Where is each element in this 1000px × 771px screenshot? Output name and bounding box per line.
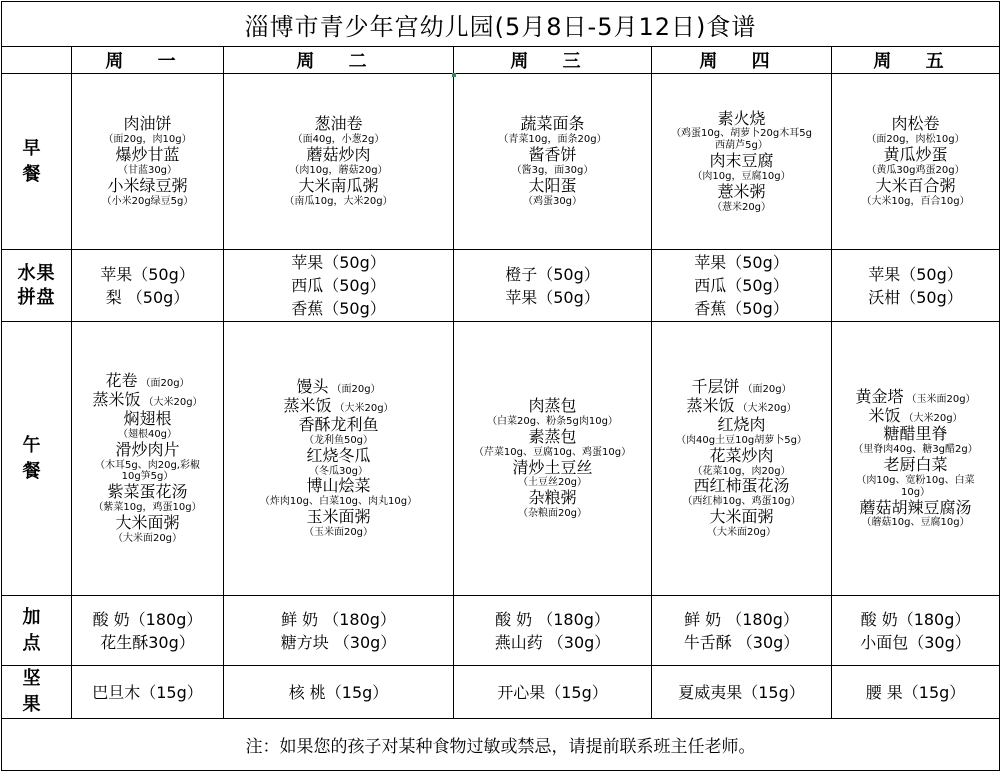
snack-cell-tue: [224, 596, 454, 666]
dish-name: [654, 152, 829, 171]
dish-name: [226, 477, 451, 496]
menu-item: 燕山药 （30g）: [494, 632, 611, 652]
dish-name: [74, 115, 221, 134]
ingredient-text: （花菜10g，肉20g）: [692, 465, 791, 477]
snack-cell-wed: [454, 596, 652, 666]
ingredient-text: （面20g，肉松10g）: [866, 134, 965, 146]
dish-name: [74, 177, 221, 196]
dish-name: [74, 483, 221, 502]
dish-text: 酱香饼: [528, 145, 577, 165]
dish-text: 大米面粥: [709, 507, 774, 527]
snack-cell-fri: [832, 596, 1000, 666]
day-header-tue: 周 二: [224, 47, 454, 74]
dish-name: [456, 115, 649, 134]
menu-item: 香蕉（50g）: [291, 299, 386, 318]
dish-text: 杂粮粥: [528, 488, 577, 508]
ingredient-text: （里脊肉40g、糖3g醋2g）: [853, 444, 978, 456]
dish-text: 玉米面粥: [306, 507, 371, 527]
dish-text: 爆炒甘蓝: [115, 145, 180, 165]
dish-text: 黄金塔: [855, 386, 904, 406]
dish-text: 素蒸包: [528, 426, 577, 446]
fruit-cell-fri: [832, 250, 1000, 322]
ingredient-text: （玉米面20g）: [303, 526, 374, 538]
dish-name: [654, 477, 829, 496]
ingredient-text: （白菜20g、粉条5g肉10g）: [487, 416, 618, 428]
dish-text: 肉油饼: [123, 114, 172, 134]
dish-text: 红烧冬瓜: [306, 445, 371, 465]
dish-text: 葱油卷: [314, 114, 363, 134]
snack-cell-thu: [652, 596, 832, 666]
ingredient-text: （木耳5g、肉20g,彩椒: [95, 459, 200, 471]
lunch-row: [2, 322, 1000, 596]
dish-name: [834, 499, 997, 518]
lunch-cell-wed: [454, 322, 652, 596]
breakfast-cell-wed: [454, 74, 652, 250]
dish-text: 蒸米饭: [283, 396, 332, 416]
dish-name: [834, 407, 997, 426]
menu-item: 梨 （50g）: [105, 287, 190, 307]
menu-item: 西瓜（50g）: [694, 276, 789, 295]
dish-text: 红烧肉: [717, 415, 766, 435]
dish-text: 肉末豆腐: [709, 151, 774, 171]
dish-ingredients-inline: （大米20g）: [334, 403, 394, 415]
ingredient-text: （肉40g土豆10g胡萝卜5g）: [676, 434, 807, 446]
breakfast-row: [2, 74, 1000, 250]
menu-item: 鲜 奶 （180g）: [684, 609, 799, 629]
dish-name: [226, 397, 451, 416]
dish-text: 蔬菜面条: [520, 114, 585, 134]
dish-text: 博山烩菜: [306, 476, 371, 496]
fruit-cell-wed: [454, 250, 652, 322]
ingredient-text: （紫菜10g，鸡蛋10g）: [93, 502, 202, 514]
dish-text: 大米面粥: [115, 512, 180, 532]
dish-text: 滑炒肉片: [115, 439, 180, 459]
dish-ingredients-inline: （玉米面20g）: [906, 393, 976, 405]
dish-text: 太阳蛋: [528, 175, 577, 195]
day-header-fri: 周 五: [832, 47, 1000, 74]
ingredient-text: （甘蓝30g）: [117, 165, 178, 177]
lunch-cell-tue: [224, 322, 454, 596]
dish-text: 老厨白菜: [883, 455, 948, 475]
ingredient-text: 10g）: [900, 486, 931, 498]
menu-item: 牛舌酥 （30g）: [683, 632, 800, 652]
dish-name: [654, 183, 829, 202]
dish-name: [74, 372, 221, 391]
dish-ingredients-inline: （面20g）: [140, 378, 190, 390]
menu-item: 苹果（50g）: [694, 253, 789, 272]
dish-text: 糖醋里脊: [883, 424, 948, 444]
menu-item: 沃柑（50g）: [868, 287, 963, 307]
ingredient-text: （酱3g，面30g）: [511, 165, 594, 177]
dish-text: 西红柿蛋花汤: [693, 476, 790, 496]
dish-name: [834, 388, 997, 407]
fruit-cell-mon: [72, 250, 224, 322]
menu-item: 苹果（50g）: [505, 287, 600, 307]
dish-text: 大米百合粥: [875, 175, 956, 195]
dish-name: [654, 110, 829, 129]
menu-item: 苹果（50g）: [291, 253, 386, 272]
day-header-thu: 周 四: [652, 47, 832, 74]
dish-ingredients: [74, 460, 221, 472]
dish-text: 馒头: [296, 377, 329, 397]
ingredient-text: （炸肉10g、白菜10g、肉丸10g）: [259, 496, 418, 508]
ingredient-text: （冬瓜30g）: [308, 465, 369, 477]
ingredient-text: （肉10g，豆腐10g）: [692, 170, 791, 182]
ingredient-text: （大米面20g）: [112, 532, 183, 544]
menu-item: 香蕉（50g）: [694, 299, 789, 318]
menu-item: 酸 奶（180g）: [92, 609, 203, 629]
allergy-note: 注：如果您的孩子对某种食物过敏或禁忌，请提前联系班主任老师。: [2, 719, 1000, 771]
dish-name: [74, 146, 221, 165]
dish-text: 千层饼: [691, 377, 740, 397]
dish-text: 肉蒸包: [528, 396, 577, 416]
dish-ingredients: [834, 196, 997, 208]
dish-name: [654, 378, 829, 397]
menu-item: 苹果（50g）: [868, 264, 963, 284]
breakfast-cell-mon: [72, 74, 224, 250]
dish-text: 花菜炒肉: [709, 445, 774, 465]
dish-text: 蘑菇胡辣豆腐汤: [859, 497, 972, 517]
ingredient-text: （蘑菇10g、豆腐10g）: [861, 517, 970, 529]
dish-name: [226, 146, 451, 165]
dish-name: [226, 447, 451, 466]
dish-text: 肉松卷: [891, 114, 940, 134]
menu-item: 鲜 奶 （180g）: [281, 609, 396, 629]
nuts-cell-fri: 腰 果（15g）: [832, 666, 1000, 719]
menu-item: 小面包（30g）: [860, 632, 971, 652]
snack-cell-mon: [72, 596, 224, 666]
weekly-menu-table: [1, 1, 1000, 771]
dish-ingredients-inline: （面20g）: [331, 384, 381, 396]
nuts-cell-tue: 核 桃（15g）: [224, 666, 454, 719]
dish-name: [74, 410, 221, 429]
lunch-cell-thu: [652, 322, 832, 596]
dish-ingredients-inline: （大米20g）: [903, 412, 963, 424]
dish-ingredients: [654, 202, 829, 214]
ingredient-text: 10g笋5g）: [121, 471, 174, 483]
fruit-row: [2, 250, 1000, 322]
dish-ingredients: [834, 475, 997, 487]
dish-name: [456, 397, 649, 416]
dish-ingredients: [226, 527, 451, 539]
menu-item: 花生酥30g）: [100, 632, 195, 652]
dish-ingredients: [456, 508, 649, 520]
dish-name: [456, 146, 649, 165]
ingredient-text: （杂粮面20g）: [517, 508, 588, 520]
menu-item: 酸 奶（180g）: [860, 609, 971, 629]
ingredient-text: （龙利鱼50g）: [303, 434, 374, 446]
ingredient-text: （面40g，小葱2g）: [292, 134, 385, 146]
lunch-cell-fri: [832, 322, 1000, 596]
dish-text: 花卷: [105, 371, 138, 391]
dish-text: 焖翅根: [123, 409, 172, 429]
lunch-cell-mon: [72, 322, 224, 596]
meal-label-snack: 加 点: [2, 596, 72, 666]
dish-ingredients: [74, 533, 221, 545]
day-header-wed: 周 三: [454, 47, 652, 74]
meal-label-lunch: 午 餐: [2, 322, 72, 596]
dish-name: [226, 115, 451, 134]
ingredient-text: （鸡蛋30g）: [522, 195, 583, 207]
ingredient-text: （翅根40g）: [117, 429, 178, 440]
dish-name: [226, 416, 451, 435]
dish-text: 清炒土豆丝: [512, 457, 593, 477]
dish-ingredients-inline: （大米20g）: [143, 397, 203, 409]
nuts-cell-wed: 开心果（15g）: [454, 666, 652, 719]
ingredient-text: （小米20g绿豆5g）: [101, 195, 194, 207]
ingredient-text: （面20g，肉10g）: [103, 134, 192, 146]
dish-text: 薏米粥: [717, 181, 766, 201]
dish-name: [74, 441, 221, 460]
day-header-mon: 周 一: [72, 47, 224, 74]
meal-label-fruit: [2, 250, 72, 322]
dish-name: [226, 177, 451, 196]
dish-name: [456, 489, 649, 508]
dish-ingredients: [74, 196, 221, 208]
day-header-row: [2, 47, 1000, 74]
footer-row: [2, 719, 1000, 771]
page-title: 淄博市青少年宫幼儿园(5月8日-5月12日)食谱: [2, 2, 1000, 47]
dish-ingredients: [654, 527, 829, 539]
menu-item: 西瓜（50g）: [291, 276, 386, 295]
dish-text: 蘑菇炒肉: [306, 145, 371, 165]
ingredient-text: （大米面20g）: [706, 526, 777, 538]
dish-name: [456, 428, 649, 447]
breakfast-cell-fri: [832, 74, 1000, 250]
breakfast-cell-tue: [224, 74, 454, 250]
menu-item: 苹果（50g）: [100, 264, 195, 284]
dish-ingredients-inline: （面20g）: [742, 384, 792, 396]
dish-text: 小米绿豆粥: [107, 175, 188, 195]
ingredient-text: （黄瓜30g鸡蛋20g）: [866, 165, 965, 177]
dish-name: [834, 115, 997, 134]
dish-name: [74, 514, 221, 533]
ingredient-text: （大米10g，百合10g）: [861, 195, 970, 207]
menu-item: 橙子（50g）: [505, 264, 600, 284]
dish-text: 香酥龙利鱼: [298, 415, 379, 435]
dish-ingredients-inline: （大米20g）: [737, 403, 797, 415]
meal-label-fruit-text: 水果拼盘: [17, 262, 56, 308]
fruit-cell-tue: [224, 250, 454, 322]
dish-text: 米饭: [868, 405, 901, 425]
dish-name: [226, 378, 451, 397]
menu-item: 糖方块 （30g）: [280, 632, 397, 652]
cell-marker: [452, 73, 456, 77]
nuts-row: [2, 666, 1000, 719]
dish-name: [654, 447, 829, 466]
menu-item: 酸 奶 （180g）: [495, 609, 610, 629]
ingredient-text: （青菜10g，面条20g）: [498, 134, 607, 146]
nuts-cell-mon: 巴旦木（15g）: [72, 666, 224, 719]
dish-text: 蒸米饭: [92, 390, 141, 410]
dish-name: [226, 508, 451, 527]
ingredient-text: （西红柿10g、鸡蛋10g）: [682, 496, 801, 508]
ingredient-text: （土豆丝20g）: [517, 477, 588, 489]
dish-name: [834, 146, 997, 165]
meal-label-breakfast: 早 餐: [2, 74, 72, 250]
dish-name: [654, 508, 829, 527]
ingredient-text: （鸡蛋10g、胡萝卜20g木耳5g: [671, 128, 812, 140]
dish-ingredients: [226, 196, 451, 208]
breakfast-cell-thu: [652, 74, 832, 250]
dish-ingredients: [834, 517, 997, 529]
ingredient-text: （芹菜10g、豆腐10g、鸡蛋10g）: [473, 446, 632, 458]
ingredient-text: （南瓜10g，大米20g）: [284, 195, 393, 207]
dish-text: 紫菜蛋花汤: [107, 482, 188, 502]
nuts-cell-thu: 夏威夷果（15g）: [652, 666, 832, 719]
dish-ingredients: [456, 196, 649, 208]
dish-name: [456, 459, 649, 478]
ingredient-text: 西葫芦5g）: [715, 140, 768, 152]
dish-name: [654, 416, 829, 435]
dish-name: [834, 425, 997, 444]
dish-name: [456, 177, 649, 196]
dish-name: [654, 397, 829, 416]
dish-name: [834, 456, 997, 475]
ingredient-text: （薏米20g）: [711, 201, 772, 213]
dish-text: 蒸米饭: [686, 396, 735, 416]
ingredient-text: （肉10g、宽粉10g、白菜: [856, 475, 975, 487]
dish-text: 素火烧: [717, 108, 766, 128]
dish-ingredients: [654, 128, 829, 140]
meal-label-nuts: 坚 果: [2, 666, 72, 719]
snack-row: [2, 596, 1000, 666]
dish-text: 黄瓜炒蛋: [883, 145, 948, 165]
dish-name: [834, 177, 997, 196]
ingredient-text: （肉10g，蘑菇20g）: [289, 165, 388, 177]
dish-text: 大米南瓜粥: [298, 175, 379, 195]
dish-name: [74, 391, 221, 410]
corner-cell: [2, 47, 72, 74]
fruit-cell-thu: [652, 250, 832, 322]
